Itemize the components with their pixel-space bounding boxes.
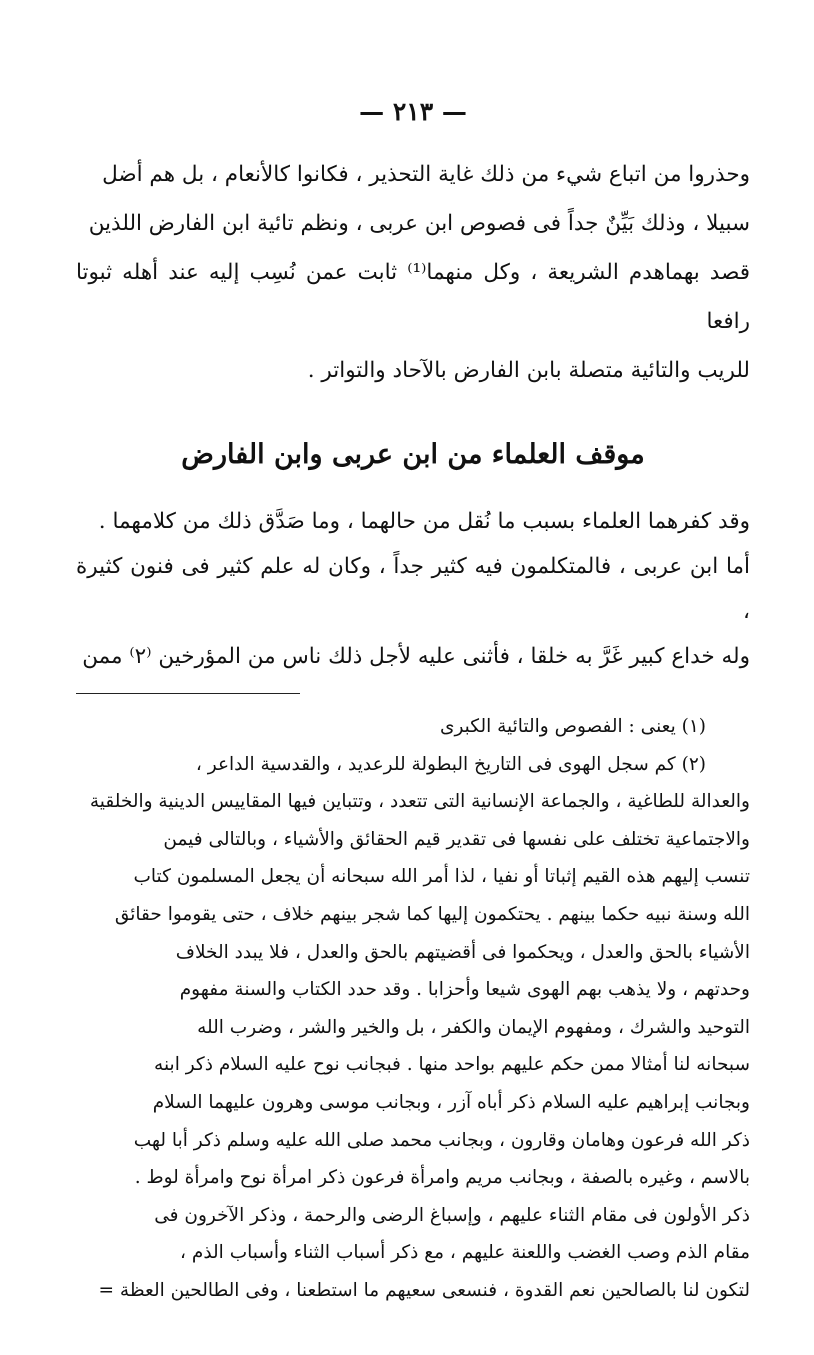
- footnote-2-line: الله وسنة نبيه حكما بينهم . يحتكمون إليها كما شجر بينهم خلاف ، حتى يقوموا حقائق: [114, 903, 750, 925]
- footnote-2-line: والعدالة للطاغية ، والجماعة الإنسانية التى تتعدد ، وتتباين فيها المقاييس الدينية والخلقية: [89, 791, 750, 813]
- page-number: — ٢١٣ —: [359, 97, 467, 126]
- footnote-2-line: تنسب إليهم هذه القيم إثباتا أو نفيا ، لذا أمر الله سبحانه أن يجعل المسلمون كتاب: [133, 866, 750, 888]
- footnotes: [76, 708, 750, 1310]
- section-heading: موقف العلماء من ابن عربى وابن الفارض: [181, 439, 645, 470]
- intro-paragraph: [76, 150, 750, 395]
- text-line: قصد بهماهدم الشريعة ، وكل منهما⁽¹⁾ ثابت عمن نُسِب إليه عند أهله ثبوتا رافعا: [76, 260, 750, 334]
- text-line: وحذروا من اتباع شيء من ذلك غاية التحذير ، فكانوا كالأنعام ، بل هم أضل: [102, 162, 750, 187]
- footnote-2-line: لتكون لنا بالصالحين نعم القدوة ، فنسعى سعيهم ما استطعنا ، وفى الطالحين العظة =: [98, 1279, 750, 1301]
- text-line: للريب والتائية متصلة بابن الفارض بالآحاد والتواتر .: [307, 358, 750, 383]
- text-line: سبيلا ، وذلك بَيِّنٌ جداً فى فصوص ابن عربى ، ونظم تائية ابن الفارض اللذين: [88, 211, 750, 236]
- footnote-2-line: سبحانه لنا أمثالا ممن حكم عليهم بواحد منها . فبجانب نوح عليه السلام ذكر ابنه: [154, 1054, 750, 1076]
- footnote-2-line: ذكر الله فرعون وهامان وقارون ، وبجانب محمد صلى الله عليه وسلم ذكر أبا لهب: [133, 1129, 750, 1151]
- footnote-2-line: وحدتهم ، ولا يذهب بهم الهوى شيعا وأحزابا . وقد حدد الكتاب والسنة مفهوم: [179, 979, 750, 1001]
- footnote-2-line: التوحيد والشرك ، ومفهوم الإيمان والكفر ، بل والخير والشر ، وضرب الله: [197, 1016, 750, 1038]
- section-paragraph: [76, 499, 750, 679]
- footnote-2-line: وبجانب إبراهيم عليه السلام ذكر أباه آزر ، وبجانب موسى وهرون عليهما السلام: [152, 1091, 750, 1113]
- footnote-2-line: (٢) كم سجل الهوى فى التاريخ البطولة للرعديد ، والقدسية الداعر ،: [195, 753, 706, 775]
- footnote-2-line: بالاسم ، وغيره بالصفة ، وبجانب مريم وامرأة فرعون ذكر امرأة نوح وامرأة لوط .: [134, 1167, 750, 1189]
- footnote-2-line: الأشياء بالحق والعدل ، ويحكموا فى أقضيتهم بالحق والعدل ، فلا يبدد الخلاف: [175, 941, 750, 963]
- footnote-2-line: مقام الذم وصب الغضب واللعنة عليهم ، مع ذكر أسباب الثناء وأسباب الذم ،: [180, 1242, 750, 1264]
- footnote-divider: [76, 693, 300, 694]
- text-line: وقد كفرهما العلماء بسبب ما نُقل من حالهما ، وما صَدَّق ذلك من كلامهما .: [98, 509, 750, 534]
- text-line: أما ابن عربى ، فالمتكلمون فيه كثير جداً ، وكان له علم كثير فى فنون كثيرة ،: [76, 554, 750, 624]
- footnote-2-line: والاجتماعية تختلف على نفسها فى تقدير قيم الحقائق والأشياء ، وبالتالى فيمن: [163, 828, 750, 850]
- text-line: وله خداع كبير غَرَّ به خلقا ، فأثنى عليه لأجل ذلك ناس من المؤرخين ⁽٢⁾ ممن: [82, 644, 750, 669]
- footnote-1: (١) يعنى : الفصوص والتائية الكبرى: [439, 716, 706, 737]
- footnote-2-line: ذكر الأولون فى مقام الثناء عليهم ، وإسباغ الرضى والرحمة ، وذكر الآخرون فى: [154, 1204, 750, 1226]
